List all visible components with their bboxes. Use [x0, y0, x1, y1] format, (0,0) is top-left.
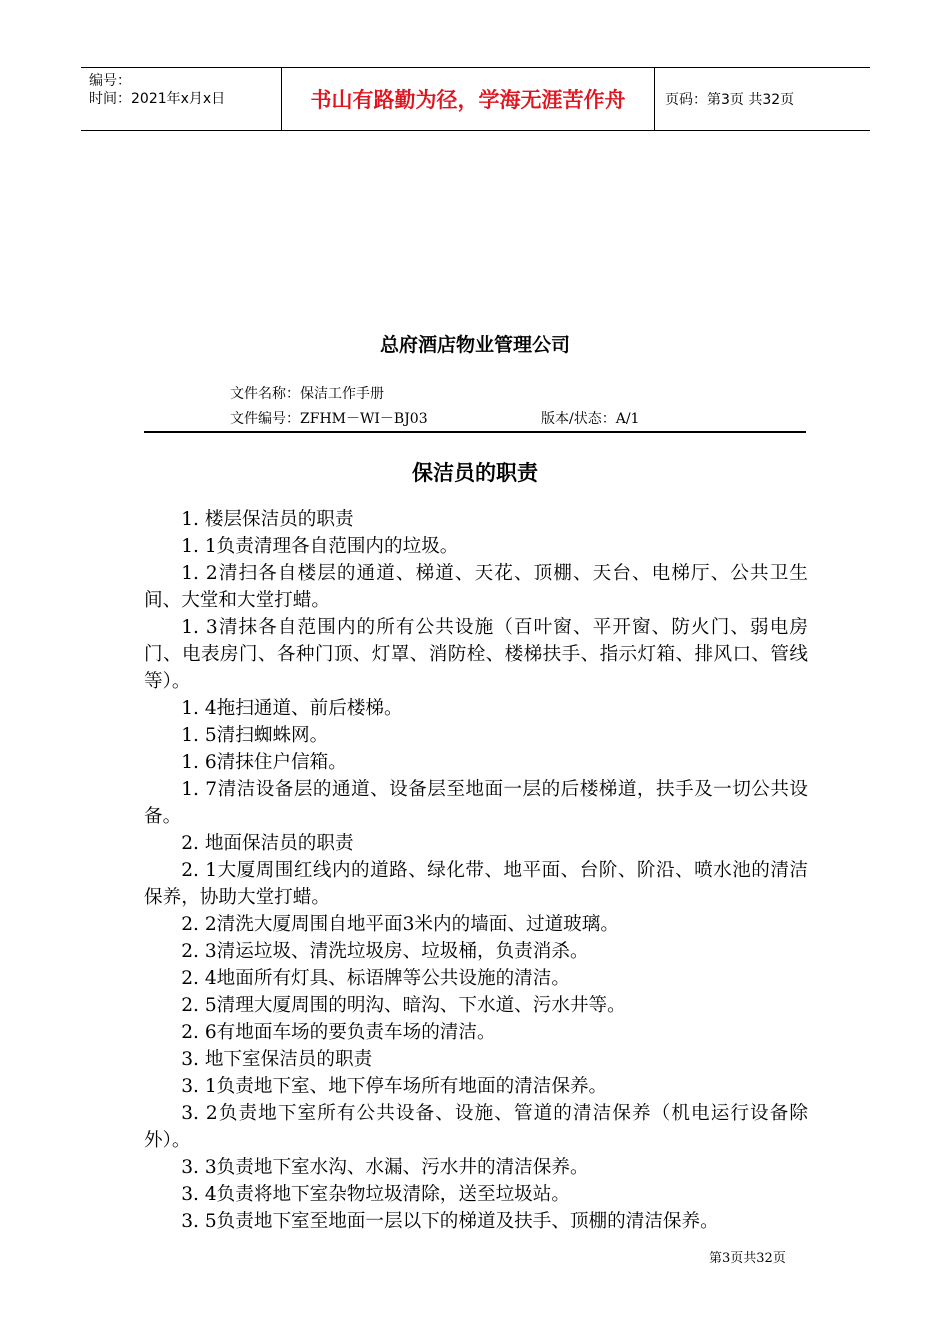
paragraph: 2. 4地面所有灯具、标语牌等公共设施的清洁。 [181, 968, 570, 989]
version-status: 版本/状态：A/1 [541, 411, 640, 427]
paragraph: 3. 地下室保洁员的职责 [181, 1049, 373, 1070]
header-info-cell [81, 68, 281, 130]
document-title: 保洁员的职责 [412, 461, 538, 485]
paragraph: 2. 2清洗大厦周围自地平面3米内的墙面、过道玻璃。 [181, 914, 619, 935]
file-number: 文件编号：ZFHM－WI－BJ03 [230, 411, 428, 427]
paragraph: 3. 4负责将地下室杂物垃圾清除，送至垃圾站。 [181, 1184, 570, 1205]
header-motto: 书山有路勤为径，学海无涯苦作舟 [310, 88, 626, 112]
paragraph: 1. 3清抹各自范围内的所有公共设施（百叶窗、平开窗、防火门、弱电房门、电表房门、各种门顶、灯罩、消防栓、楼梯扶手、指示灯箱、排风口、管线等）。 [144, 617, 808, 692]
header-page-info: 页码：第3页 共32页 [665, 92, 795, 108]
paragraph: 1. 7清洁设备层的通道、设备层至地面一层的后楼梯道，扶手及一切公共设备。 [144, 779, 808, 827]
page-footer: 第3页共32页 [709, 1251, 786, 1266]
header-number-label: 编号： [89, 73, 131, 89]
paragraph: 1. 4拖扫通道、前后楼梯。 [181, 698, 403, 719]
file-name: 文件名称：保洁工作手册 [230, 386, 384, 402]
company-name: 总府酒店物业管理公司 [379, 334, 570, 356]
paragraph: 3. 1负责地下室、地下停车场所有地面的清洁保养。 [181, 1076, 608, 1097]
page-header [81, 67, 870, 131]
paragraph: 3. 3负责地下室水沟、水漏、污水井的清洁保养。 [181, 1157, 589, 1178]
paragraph: 2. 5清理大厦周围的明沟、暗沟、下水道、污水井等。 [181, 995, 626, 1016]
header-time-label: 时间：2021年x月x日 [89, 91, 226, 107]
paragraph: 1. 1负责清理各自范围内的垃圾。 [181, 536, 459, 557]
paragraph: 2. 地面保洁员的职责 [181, 833, 354, 854]
paragraph: 1. 楼层保洁员的职责 [181, 509, 354, 530]
paragraph: 3. 5负责地下室至地面一层以下的梯道及扶手、顶棚的清洁保养。 [181, 1211, 719, 1232]
paragraph: 2. 1大厦周围红线内的道路、绿化带、地平面、台阶、阶沿、喷水池的清洁保养，协助大堂打蜡。 [144, 860, 808, 908]
paragraph: 2. 6有地面车场的要负责车场的清洁。 [181, 1022, 496, 1043]
paragraph: 1. 6清抹住户信箱。 [181, 752, 347, 773]
document-body [144, 506, 808, 1235]
paragraph: 1. 5清扫蜘蛛网。 [181, 725, 329, 746]
paragraph: 3. 2负责地下室所有公共设备、设施、管道的清洁保养（机电运行设备除外）。 [144, 1103, 808, 1151]
paragraph: 2. 3清运垃圾、清洗垃圾房、垃圾桶，负责消杀。 [181, 941, 589, 962]
title-rule [144, 431, 806, 433]
header-divider [654, 68, 655, 130]
paragraph: 1. 2清扫各自楼层的通道、梯道、天花、顶棚、天台、电梯厅、公共卫生间、大堂和大堂打蜡。 [144, 563, 808, 611]
